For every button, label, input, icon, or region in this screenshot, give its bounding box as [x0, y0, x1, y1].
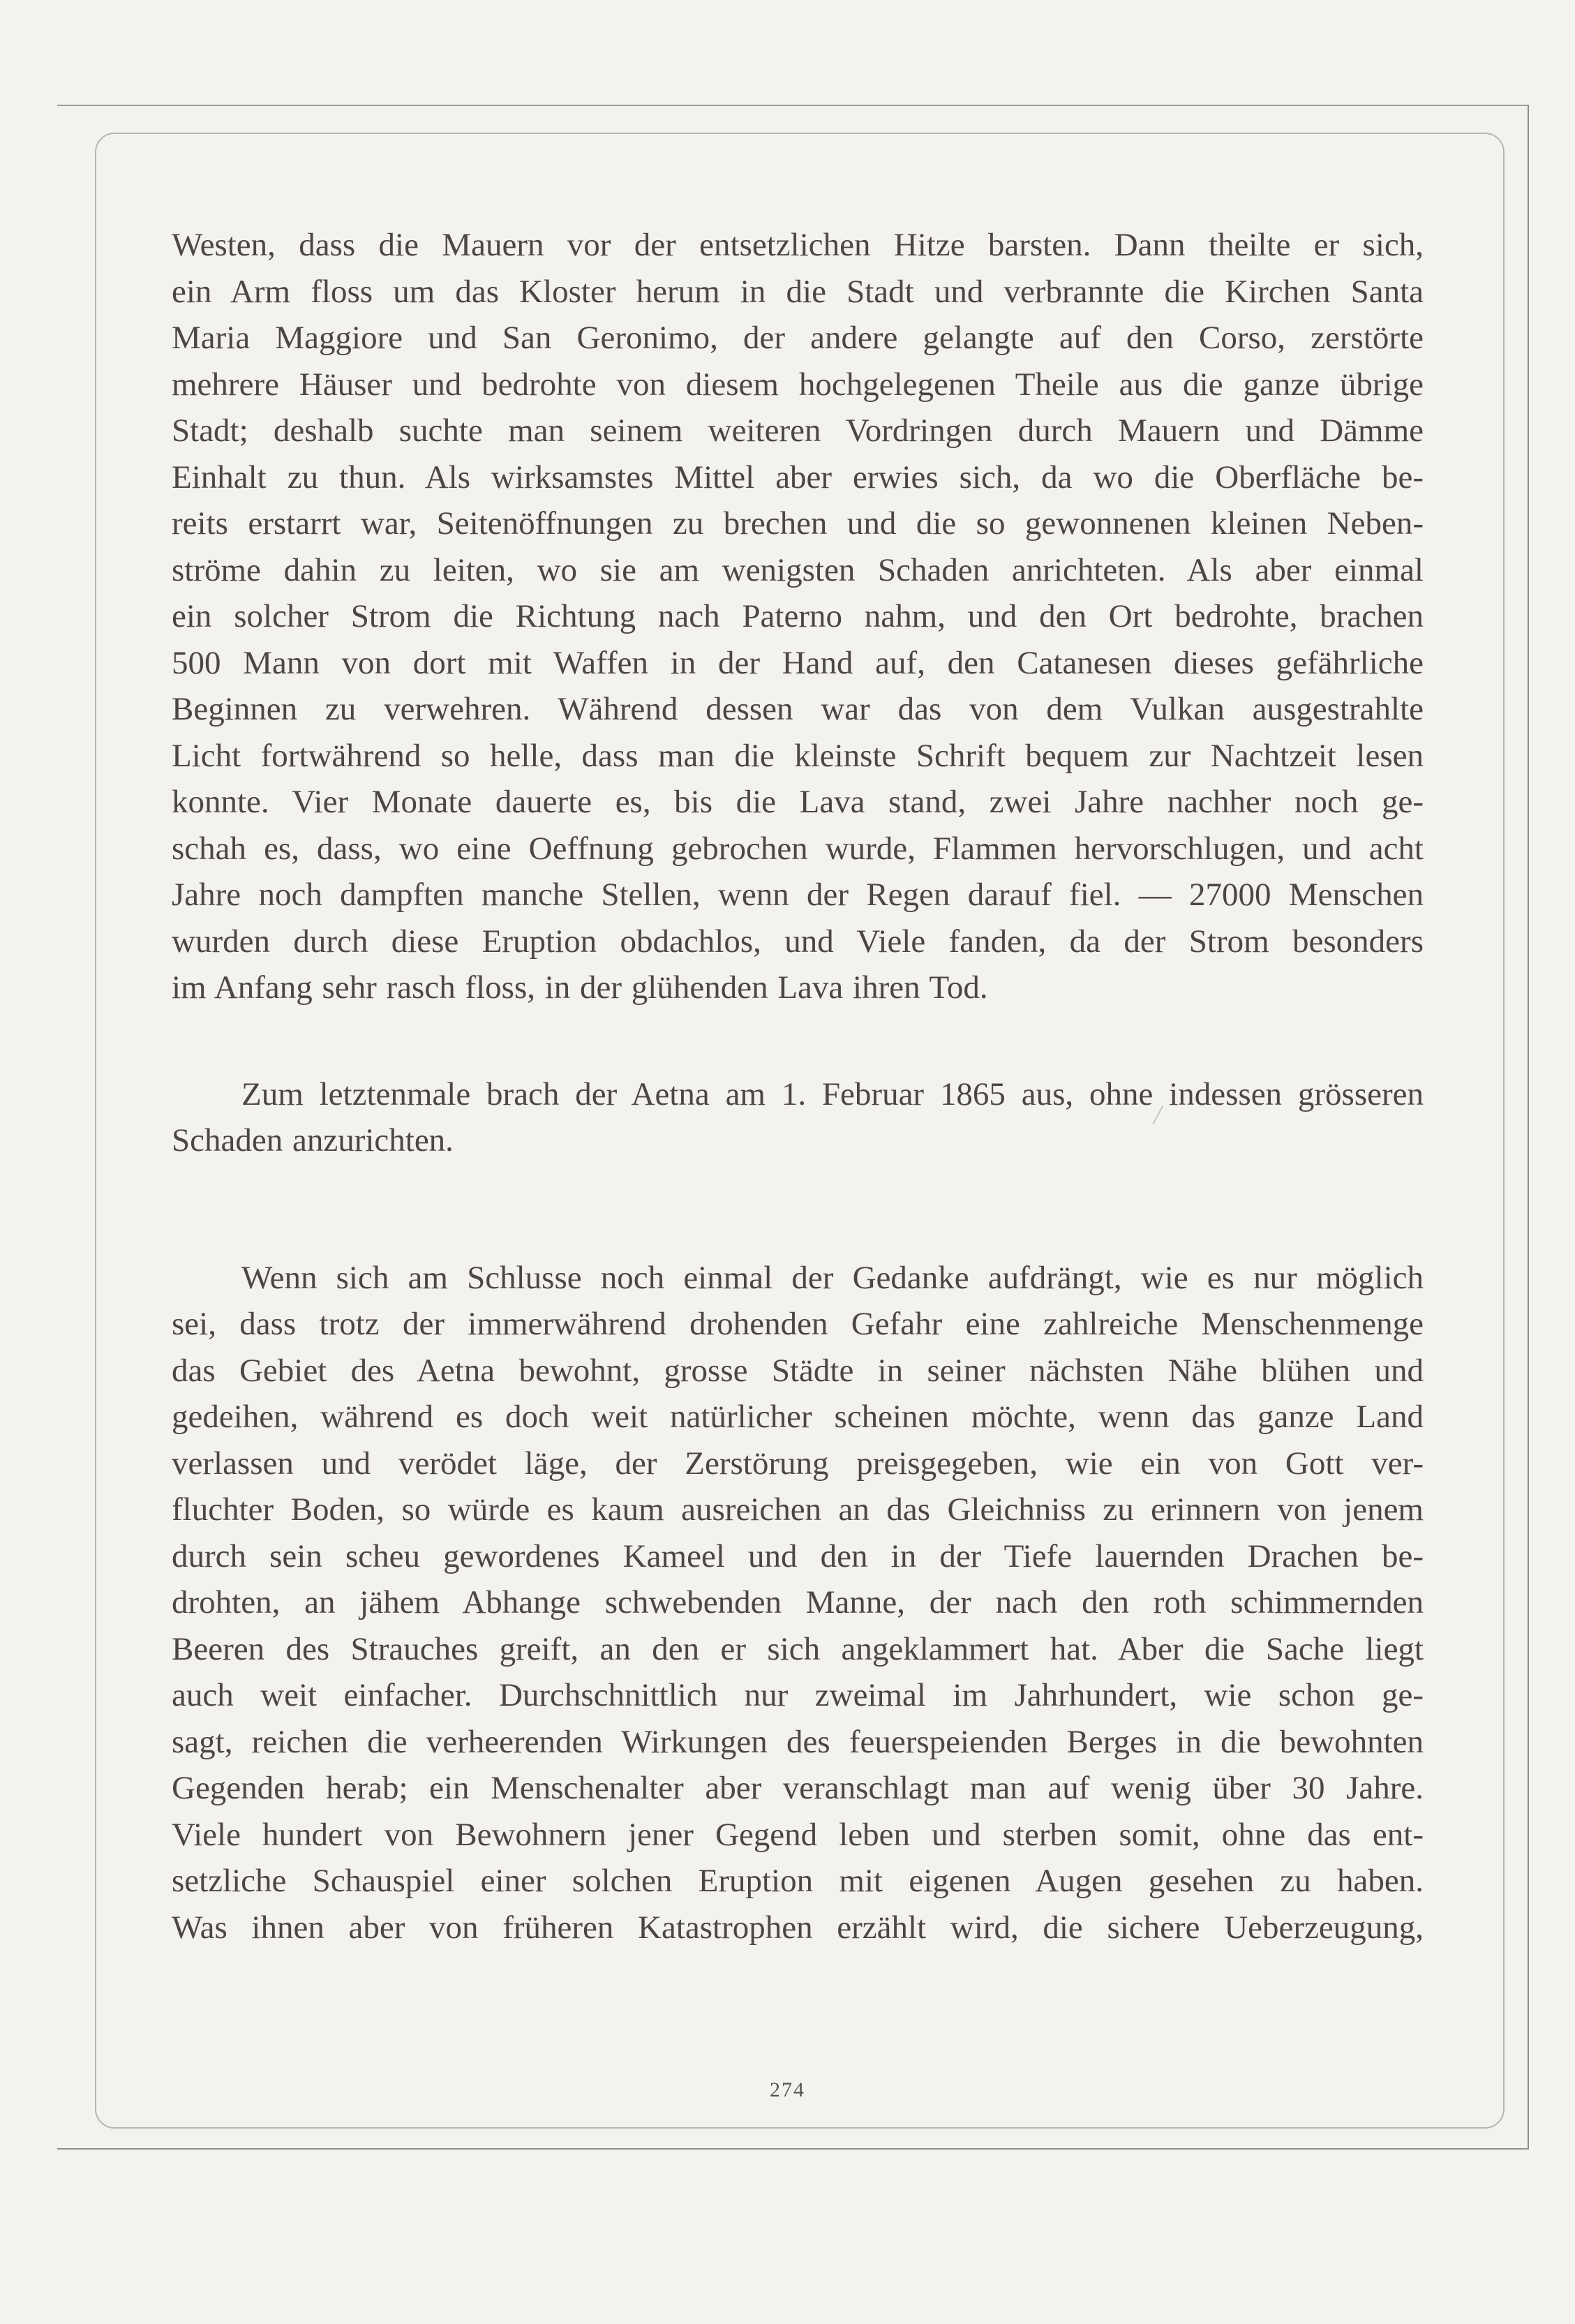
text-line: Licht fortwährend so helle, dass man die kleinste Schrift bequem zur Nachtzeit lesen	[172, 737, 1424, 774]
text-line: Beginnen zu verwehren. Während dessen war das von dem Vulkan ausgestrahlte	[172, 691, 1424, 727]
paragraph-lava-flow	[172, 222, 1424, 1011]
text-line: das Gebiet des Aetna bewohnt, grosse Städte in seiner nächsten Nähe blühen und	[172, 1352, 1424, 1389]
text-line: sagt, reichen die verheerenden Wirkungen des feuerspeienden Berges in die bewohnten	[172, 1723, 1424, 1760]
text-line: konnte. Vier Monate dauerte es, bis die Lava stand, zwei Jahre nachher noch ge-	[172, 784, 1424, 820]
text-line: Gegenden herab; ein Menschenalter aber veranschlagt man auf wenig über 30 Jahre.	[172, 1770, 1424, 1806]
text-line: Maria Maggiore und San Geronimo, der andere gelangte auf den Corso, zerstörte	[172, 320, 1424, 356]
page-number: 274	[770, 2078, 805, 2101]
text-line: setzliche Schauspiel einer solchen Eruption mit eigenen Augen gesehen zu haben.	[172, 1863, 1424, 1899]
text-line: Zum letztenmale brach der Aetna am 1. Februar 1865 aus, ohne indessen grösseren	[241, 1075, 1424, 1112]
text-line: 500 Mann von dort mit Waffen in der Hand auf, den Catanesen dieses gefährliche	[172, 644, 1424, 681]
text-line: gedeihen, während es doch weit natürlicher scheinen möchte, wenn das ganze Land	[172, 1399, 1424, 1435]
text-line: fluchter Boden, so würde es kaum ausreichen an das Gleichniss zu erinnern von jenem	[172, 1491, 1424, 1528]
text-line: wurden durch diese Eruption obdachlos, und Viele fanden, da der Strom besonders	[172, 923, 1424, 960]
text-line: durch sein scheu gewordenes Kameel und den in der Tiefe lauernden Drachen be-	[172, 1537, 1424, 1574]
text-line: Viele hundert von Bewohnern jener Gegend leben und sterben somit, ohne das ent-	[172, 1816, 1424, 1853]
text-line: Einhalt zu thun. Als wirksamstes Mittel aber erwies sich, da wo die Oberfläche be-	[172, 459, 1424, 496]
text-line: ein Arm floss um das Kloster herum in die Stadt und verbrannte die Kirchen Santa	[172, 273, 1424, 310]
paragraph-last-eruption	[172, 1071, 1424, 1164]
text-line: Wenn sich am Schlusse noch einmal der Gedanke aufdrängt, wie es nur möglich	[241, 1259, 1424, 1296]
text-line: drohten, an jähem Abhange schwebenden Manne, der nach den roth schimmernden	[172, 1584, 1424, 1621]
text-line: sei, dass trotz der immerwährend drohenden Gefahr eine zahlreiche Menschenmenge	[172, 1306, 1424, 1342]
text-line: auch weit einfacher. Durchschnittlich nur zweimal im Jahrhundert, wie schon ge-	[172, 1677, 1424, 1713]
text-line: ströme dahin zu leiten, wo sie am wenigsten Schaden anrichteten. Als aber einmal	[172, 551, 1424, 588]
text-line: Schaden anzurichten.	[172, 1122, 454, 1159]
text-line: ein solcher Strom die Richtung nach Paterno nahm, und den Ort bedrohte, brachen	[172, 598, 1424, 634]
text-column	[172, 222, 1424, 1951]
text-line: verlassen und verödet läge, der Zerstörung preisgegeben, wie ein von Gott ver-	[172, 1445, 1424, 1482]
text-line: im Anfang sehr rasch floss, in der glühenden Lava ihren Tod.	[172, 969, 988, 1006]
text-line: reits erstarrt war, Seitenöffnungen zu brechen und die so gewonnenen kleinen Neben-	[172, 505, 1424, 542]
text-line: Stadt; deshalb suchte man seinem weiteren Vordringen durch Mauern und Dämme	[172, 412, 1424, 449]
text-line: Westen, dass die Mauern vor der entsetzlichen Hitze barsten. Dann theilte er sich,	[172, 227, 1424, 263]
text-line: schah es, dass, wo eine Oeffnung gebrochen wurde, Flammen hervorschlugen, und acht	[172, 830, 1424, 867]
paragraph-conclusion	[172, 1255, 1424, 1951]
text-line: mehrere Häuser und bedrohte von diesem hochgelegenen Theile aus die ganze übrige	[172, 366, 1424, 403]
text-line: Jahre noch dampften manche Stellen, wenn der Regen darauf fiel. — 27000 Menschen	[172, 877, 1424, 913]
text-line: Was ihnen aber von früheren Katastrophen erzählt wird, die sichere Ueberzeugung,	[172, 1909, 1424, 1946]
text-line: Beeren des Strauches greift, an den er sich angeklammert hat. Aber die Sache liegt	[172, 1630, 1424, 1667]
